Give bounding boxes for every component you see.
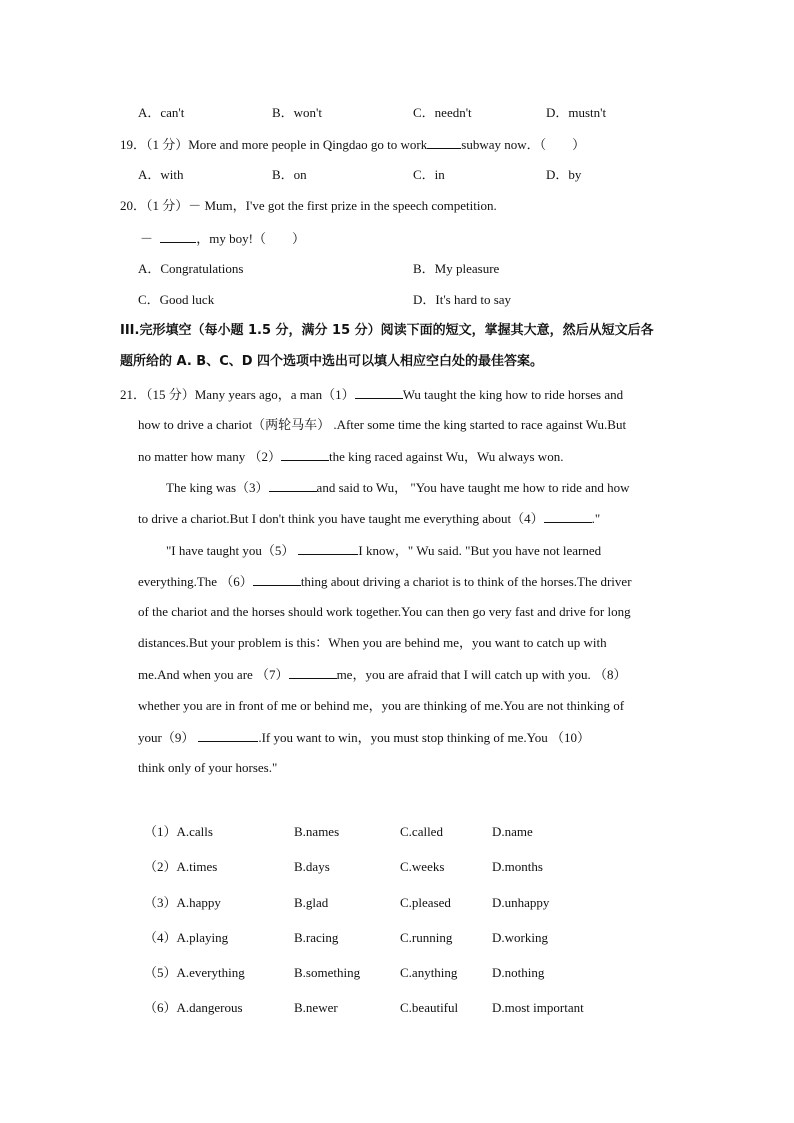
q21-line — [120, 385, 623, 404]
q18-option-b: B．won't — [272, 105, 323, 120]
section3-heading-line1: III.完形填空（每小题 1.5 分，满分 15 分）阅读下面的短文，掌握其大意，然后从短文后各 — [120, 323, 654, 338]
blank-2 — [281, 447, 329, 461]
q21-text: to drive a chariot.But I don't think you have taught me everything about（4） — [138, 511, 544, 526]
q21-line: distances.But your problem is this：When you are behind me，you want to catch up with — [138, 635, 607, 650]
q21-text: I know，" Wu said. "But you have not learned — [358, 543, 602, 558]
q20-option-d: D．It's hard to say — [413, 292, 512, 307]
q21-text: 21．（15 分）Many years ago，a man（1） — [120, 387, 355, 402]
q21-line — [166, 478, 630, 497]
q21-text: "I have taught you（5） — [166, 543, 295, 558]
choice-a: （6）A.dangerous — [144, 1000, 243, 1015]
choice-b: B.something — [294, 965, 361, 980]
choice-d: D.name — [492, 824, 533, 839]
choice-a: （2）A.times — [144, 859, 218, 874]
section3-heading-line2: 题所给的 A. B、C、D 四个选项中选出可以填人相应空白处的最佳答案。 — [120, 354, 544, 369]
choice-b: B.racing — [294, 930, 339, 945]
q21-text: no matter how many （2） — [138, 449, 281, 464]
q20-reply-rest: ，my boy!（ ） — [196, 231, 305, 246]
q21-text: your（9） — [138, 730, 195, 745]
choice-d: D.unhappy — [492, 895, 550, 910]
choice-b: B.glad — [294, 895, 329, 910]
q19-option-b: B．on — [272, 167, 307, 182]
choice-b: B.newer — [294, 1000, 338, 1015]
q21-line: think only of your horses." — [138, 760, 278, 775]
q18-option-a: A．can't — [138, 105, 185, 120]
q19-option-d: D．by — [546, 167, 582, 182]
q18-option-c: C．needn't — [413, 105, 472, 120]
q19-stem-part2: subway now．（ ） — [461, 137, 586, 152]
choice-c: C.anything — [400, 965, 458, 980]
blank-1 — [355, 385, 403, 399]
q20-reply — [140, 229, 305, 248]
q19-option-a: A．with — [138, 167, 184, 182]
blank-3 — [269, 478, 317, 492]
q19-blank — [427, 135, 461, 149]
q21-text: .If you want to win，you must stop thinking of me.You （10） — [258, 730, 590, 745]
q21-text: everything.The （6） — [138, 574, 253, 589]
choice-a: （4）A.playing — [144, 930, 229, 945]
choice-d: D.most important — [492, 1000, 584, 1015]
q21-line: how to drive a chariot（两轮马车） .After some time the king started to race against Wu.But — [138, 417, 627, 432]
choice-b: B.names — [294, 824, 340, 839]
q19-option-c: C．in — [413, 167, 445, 182]
q21-text: ." — [591, 511, 601, 526]
choice-d: D.nothing — [492, 965, 545, 980]
q20-blank — [160, 229, 196, 243]
choice-c: C.weeks — [400, 859, 445, 874]
blank-9 — [198, 728, 258, 742]
choice-d: D.months — [492, 859, 543, 874]
q21-line — [166, 541, 601, 560]
blank-6 — [253, 572, 301, 586]
choice-d: D.working — [492, 930, 548, 945]
choice-b: B.days — [294, 859, 330, 874]
q21-line — [138, 509, 600, 528]
q21-text: me，you are afraid that I will catch up with you. （8） — [336, 667, 627, 682]
q20-option-b: B．My pleasure — [413, 261, 500, 276]
q21-text: The king was（3） — [166, 480, 269, 495]
q19-stem — [120, 135, 585, 154]
q19-stem-part1: 19．（1 分）More and more people in Qingdao go to work — [120, 137, 428, 152]
choice-c: C.called — [400, 824, 443, 839]
q21-line — [138, 447, 563, 466]
q20-option-c: C．Good luck — [138, 292, 215, 307]
q21-line: whether you are in front of me or behind me，you are thinking of me.You are not thinking of — [138, 698, 625, 713]
q21-text: thing about driving a chariot is to think of the horses.The driver — [300, 574, 632, 589]
choice-c: C.running — [400, 930, 453, 945]
choice-c: C.pleased — [400, 895, 451, 910]
q21-line — [138, 728, 590, 747]
q21-line — [138, 665, 626, 684]
choice-a: （1）A.calls — [144, 824, 213, 839]
q20-reply-dash: － — [140, 231, 154, 246]
choice-c: C.beautiful — [400, 1000, 459, 1015]
q21-line: of the chariot and the horses should work together.You can then go very fast and drive for long — [138, 604, 631, 619]
q20-stem: 20．（1 分）－ Mum，I've got the first prize in the speech competition. — [120, 198, 497, 213]
blank-7 — [289, 665, 337, 679]
q21-text: me.And when you are （7） — [138, 667, 289, 682]
blank-5 — [298, 541, 358, 555]
blank-4 — [544, 509, 592, 523]
q21-line — [138, 572, 632, 591]
choice-a: （3）A.happy — [144, 895, 221, 910]
q18-option-d: D．mustn't — [546, 105, 607, 120]
q21-text: Wu taught the king how to ride horses and — [402, 387, 624, 402]
q20-option-a: A．Congratulations — [138, 261, 244, 276]
choice-a: （5）A.everything — [144, 965, 245, 980]
q21-text: the king raced against Wu，Wu always won. — [328, 449, 564, 464]
q21-text: and said to Wu， "You have taught me how to ride and how — [316, 480, 630, 495]
